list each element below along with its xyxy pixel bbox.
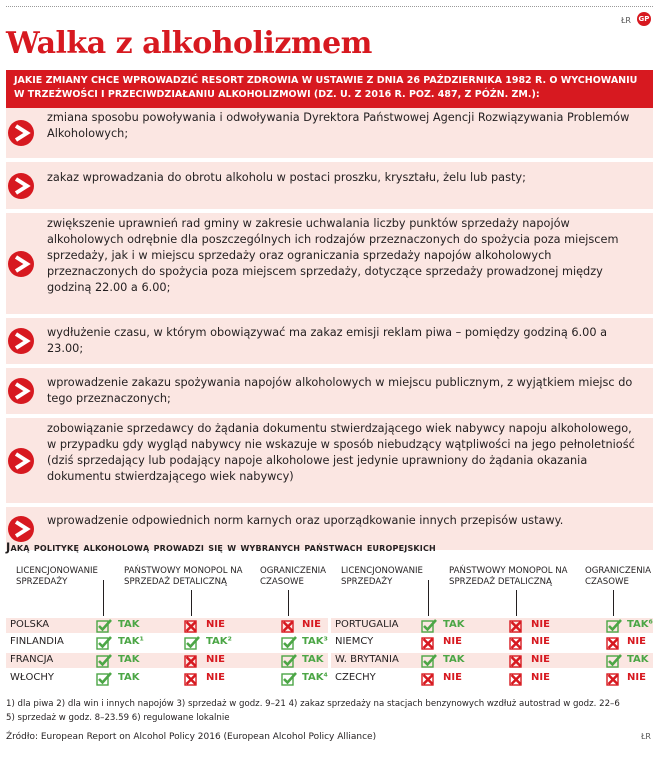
check-icon — [96, 671, 112, 685]
author-initials-top: ŁR — [620, 16, 631, 25]
footnote-line-2: 5) sprzedaż w godz. 8–23.59 6) regulowane lokalnie — [6, 713, 230, 723]
arrow-right-circle-icon — [8, 516, 34, 542]
country-name: POLSKA — [10, 619, 50, 630]
column-pointer-line — [516, 590, 517, 616]
cross-icon — [281, 618, 297, 632]
footnote-line-1: 1) dla piwa 2) dla win i innych napojów 3) sprzedaż w godz. 9–21 4) zakaz sprzedaży na stacjach benzynowych wzdłuż autostrad w godz. 22–6 — [6, 699, 620, 709]
policy-value: NIE — [531, 619, 550, 630]
check-icon — [96, 635, 112, 649]
policy-value: TAK⁶ — [627, 619, 653, 630]
arrow-right-circle-icon — [8, 378, 34, 404]
column-pointer-line — [288, 590, 289, 616]
change-item — [6, 162, 653, 209]
check-icon — [281, 653, 297, 667]
change-item — [6, 213, 653, 314]
policy-value: TAK³ — [302, 636, 328, 647]
country-name: NIEMCY — [335, 636, 374, 647]
cross-icon — [184, 653, 200, 667]
column-header: PAŃSTWOWY MONOPOL NA SPRZEDAŻ DETALICZNĄ — [124, 566, 243, 587]
check-icon — [421, 618, 437, 632]
policy-value: NIE — [531, 654, 550, 665]
change-item — [6, 418, 653, 503]
policy-table-right — [331, 566, 653, 691]
change-item-text: zakaz wprowadzania do obrotu alkoholu w postaci proszku, kryształu, żelu lub pasty; — [47, 171, 526, 184]
policy-table-left — [6, 566, 328, 691]
country-name: PORTUGALIA — [335, 619, 399, 630]
policy-value: TAK² — [206, 636, 232, 647]
changes-list — [6, 108, 653, 550]
column-pointer-line — [103, 580, 104, 616]
cross-icon — [509, 635, 525, 649]
country-name: FRANCJA — [10, 654, 54, 665]
cross-icon — [606, 635, 622, 649]
policy-value: TAK — [443, 654, 465, 665]
cross-icon — [509, 618, 525, 632]
change-item-text: zwiększenie uprawnień rad gminy w zakresie uchwalania liczby punktów sprzedaży napojów alkoholowych odrębnie dla poszczególnych ich rodzajów przeznaczonych do spożycia poza miejscem sprzedaży, jak i w miejscu sprzedaży oraz ograniczania sprzedaży napojów alkoholowych przeznaczonych do spożycia poza miejscem sprzedaży, dotyczące sprzedaży prowadzonej między godziną 22.00 a 6.00; — [47, 217, 619, 294]
policy-value: NIE — [443, 636, 462, 647]
policy-value: NIE — [531, 672, 550, 683]
policy-value: TAK — [118, 672, 140, 683]
policy-value: TAK — [302, 654, 324, 665]
top-divider — [6, 6, 653, 7]
policy-value: NIE — [206, 672, 225, 683]
column-header: LICENCJONOWANIE SPRZEDAŻY — [16, 566, 98, 587]
arrow-right-circle-icon — [8, 251, 34, 277]
check-icon — [96, 618, 112, 632]
column-pointer-line — [428, 580, 429, 616]
policy-value: NIE — [443, 672, 462, 683]
table-row — [6, 671, 328, 686]
check-icon — [96, 653, 112, 667]
check-icon — [606, 653, 622, 667]
change-item — [6, 318, 653, 364]
check-icon — [281, 635, 297, 649]
change-item-text: wprowadzenie odpowiednich norm karnych oraz uporządkowanie innych przepisów ustawy. — [47, 514, 564, 527]
source-note: Źródło: European Report on Alcohol Policy 2016 (European Alcohol Policy Alliance) — [6, 732, 377, 742]
country-name: FINLANDIA — [10, 636, 64, 647]
policy-value: TAK — [443, 619, 465, 630]
policy-value: TAK — [118, 619, 140, 630]
policy-value: TAK — [118, 654, 140, 665]
arrow-right-circle-icon — [8, 448, 34, 474]
check-icon — [606, 618, 622, 632]
change-item-text: wydłużenie czasu, w którym obowiązywać ma zakaz emisji reklam piwa – pomiędzy godziną 6.00 a 23.00; — [47, 326, 608, 355]
check-icon — [421, 653, 437, 667]
cross-icon — [421, 671, 437, 685]
author-initials-bottom: ŁR — [640, 732, 651, 741]
country-name: W. BRYTANIA — [335, 654, 399, 665]
country-name: WŁOCHY — [10, 672, 54, 683]
policy-value: TAK⁴ — [302, 672, 328, 683]
check-icon — [184, 635, 200, 649]
cross-icon — [509, 671, 525, 685]
cross-icon — [421, 635, 437, 649]
policy-value: NIE — [531, 636, 550, 647]
cross-icon — [184, 618, 200, 632]
page-title: Walka z alkoholizmem — [6, 26, 372, 61]
arrow-right-circle-icon — [8, 120, 34, 146]
change-item — [6, 108, 653, 158]
arrow-right-circle-icon — [8, 173, 34, 199]
column-header: LICENCJONOWANIE SPRZEDAŻY — [341, 566, 423, 587]
table-row — [331, 635, 653, 650]
cross-icon — [509, 653, 525, 667]
change-item-text: zobowiązanie sprzedawcy do żądania dokumentu stwierdzającego wiek nabywcy napoju alkoholowego, w przypadku gdy wygląd nabywcy nie wskazuje w sposób niebudzący wątpliwości na jego pełnoletniość (dziś sprzedający lub podający napoje alkoholowe jest jedynie uprawniony do żądania okazania dokumentu stwierdzającego wiek nabywcy) — [47, 422, 635, 483]
change-item-text: zmiana sposobu powoływania i odwoływania Dyrektora Państwowej Agencji Rozwiązywania Problemów Alkoholowych; — [47, 111, 630, 140]
policy-value: NIE — [627, 636, 646, 647]
column-pointer-line — [613, 590, 614, 616]
cross-icon — [606, 671, 622, 685]
column-pointer-line — [191, 590, 192, 616]
policy-value: NIE — [627, 672, 646, 683]
change-item — [6, 368, 653, 414]
table-row — [6, 653, 328, 668]
change-item-text: wprowadzenie zakazu spożywania napojów alkoholowych w miejscu publicznym, z wyjątkiem miejsc do tego przeznaczonych; — [47, 376, 633, 405]
intro-banner: JAKIE ZMIANY CHCE WPROWADZIĆ RESORT ZDROWIA W USTAWIE Z DNIA 26 PAŹDZIERNIKA 1982 R. O WYCHOWANIU W TRZEŹWOŚCI I PRZECIWDZIAŁANIU ALKOHOLIZMOWI (DZ. U. Z 2016 R. POZ. 487, Z PÓŹN. ZM.): — [6, 70, 653, 108]
policy-value: NIE — [302, 619, 321, 630]
policy-value: NIE — [206, 654, 225, 665]
policy-value: NIE — [206, 619, 225, 630]
table-row — [6, 618, 328, 633]
column-header: OGRANICZENIA CZASOWE — [260, 566, 327, 587]
policy-value: TAK — [627, 654, 649, 665]
arrow-right-circle-icon — [8, 328, 34, 354]
country-name: CZECHY — [335, 672, 376, 683]
publisher-logo: GP — [637, 12, 651, 26]
cross-icon — [184, 671, 200, 685]
table-row — [331, 671, 653, 686]
policy-section-title: Jaką politykę alkoholową prowadzi się w wybranych państwach europejskich — [6, 540, 436, 554]
column-header: PAŃSTWOWY MONOPOL NA SPRZEDAŻ DETALICZNĄ — [449, 566, 568, 587]
check-icon — [281, 671, 297, 685]
policy-value: TAK¹ — [118, 636, 144, 647]
column-header: OGRANICZENIA CZASOWE — [585, 566, 652, 587]
